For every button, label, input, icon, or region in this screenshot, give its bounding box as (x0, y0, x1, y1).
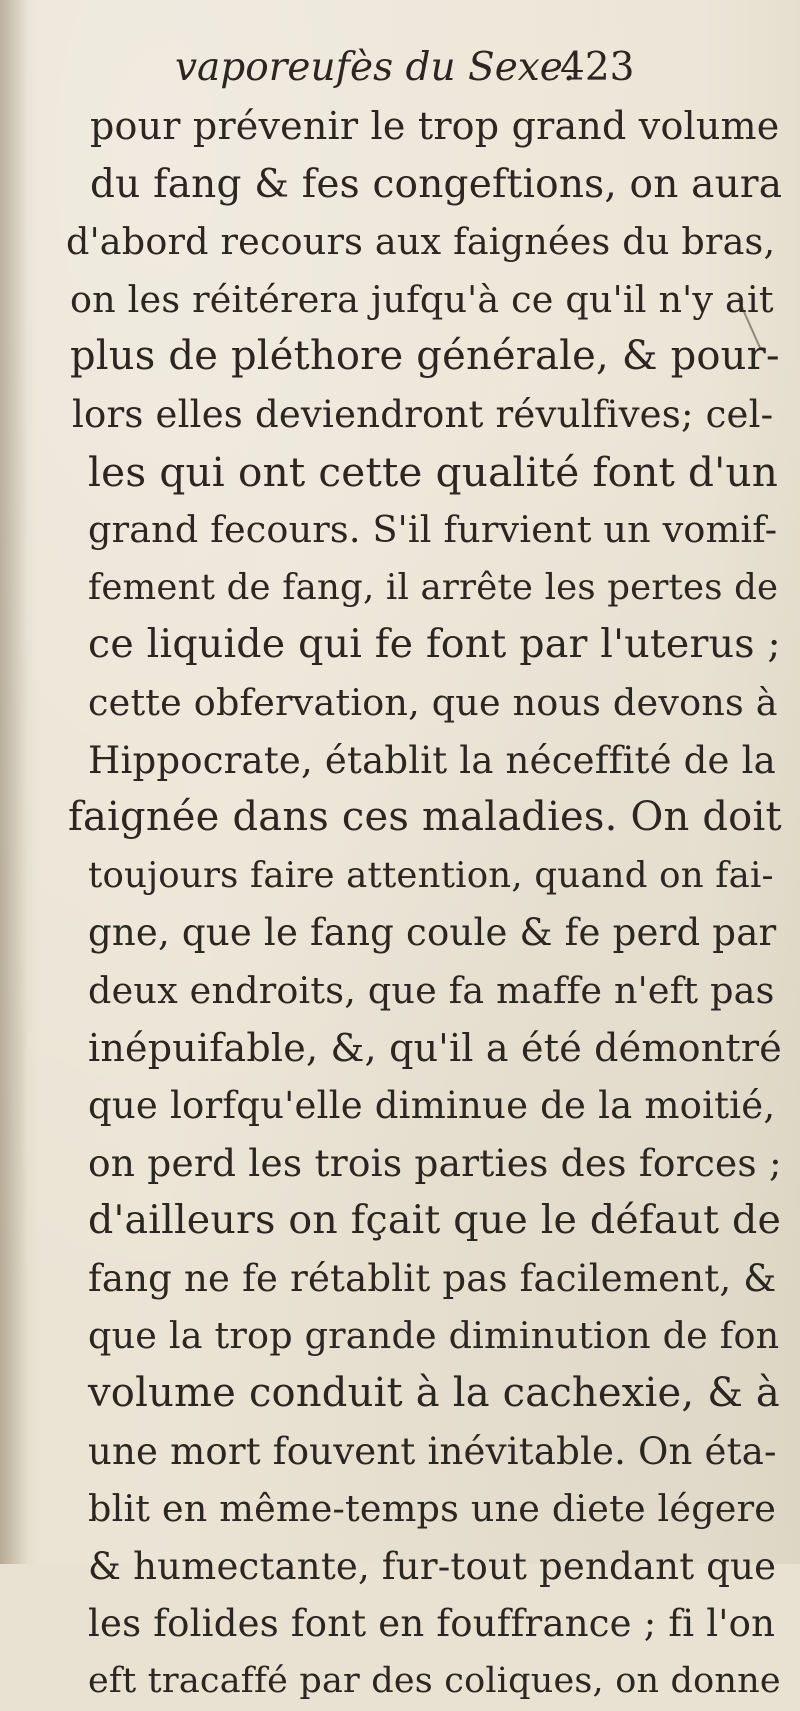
page-header (175, 42, 695, 94)
body-text (52, 98, 782, 1711)
text-line: ce liquide qui fe font par l'uterus ; (88, 621, 781, 668)
text-line: volume conduit à la cachexie, & à (88, 1370, 780, 1417)
text-line: fang ne fe rétablit pas facilement, & (88, 1256, 777, 1300)
text-line: grand fecours. S'il furvient un vomif- (88, 508, 778, 552)
text-line: les qui ont cette qualité font d'un (88, 447, 779, 496)
running-title: vaporeufès du Sexe. (175, 45, 576, 90)
text-line: on les réitérera jufqu'à ce qu'il n'y ait (70, 277, 774, 321)
text-line: toujours faire attention, quand on fai- (88, 854, 774, 896)
page-number: 423 (560, 45, 635, 90)
text-line: faignée dans ces maladies. On doit (68, 794, 782, 841)
text-line: une mort fouvent inévitable. On éta- (88, 1429, 777, 1473)
text-line: Hippocrate, établit la néceffité de la (88, 738, 776, 782)
text-line: blit en même-temps une diete légere (88, 1487, 777, 1531)
text-line: les folides font en fouffrance ; fi l'on (88, 1602, 776, 1646)
text-line: gne, que le fang coule & fe perd par (88, 911, 777, 955)
text-line: pour prévenir le trop grand volume (90, 104, 780, 148)
text-line: que la trop grande diminution de fon (88, 1314, 780, 1358)
text-line: inépuifable, &, qu'il a été démontré (88, 1025, 782, 1070)
text-line: & humectante, fur-tout pendant que (88, 1544, 777, 1588)
text-line: que lorfqu'elle diminue de la moitié, (88, 1084, 776, 1128)
text-line: plus de pléthore générale, & pour- (70, 333, 780, 380)
text-line: on perd les trois parties des forces ; (88, 1140, 782, 1185)
text-line: lors elles deviendront révulfives; cel- (72, 392, 774, 436)
text-line: eft tracaffé par des coliques, on donne (88, 1661, 781, 1702)
text-line: du fang & fes congeftions, on aura (90, 161, 783, 207)
text-line: fement de fang, il arrête les pertes de (88, 566, 779, 608)
page-gutter-shadow (0, 0, 28, 1564)
text-line: deux endroits, que fa maffe n'eft pas (88, 968, 775, 1012)
text-line: d'abord recours aux faignées du bras, (66, 220, 776, 264)
text-line: cette obfervation, que nous devons à (88, 680, 778, 724)
text-line: d'ailleurs on fçait que le défaut de (88, 1197, 782, 1244)
